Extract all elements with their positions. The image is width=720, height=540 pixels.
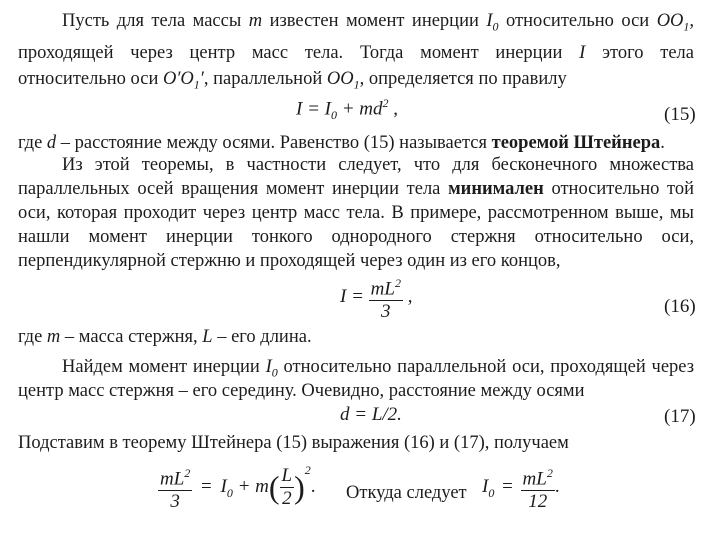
final-equation: $\frac{mL^2}{3}$ = $I_0 + m$( $\frac{L}{2}$ )$^2$. [160, 463, 316, 513]
p5-line: Подставим в теорему Штейнера (15) выражения (16) и (17), получаем [18, 433, 569, 453]
equation-16-fraction: $\frac{mL^2}{3}$ [369, 272, 403, 323]
p2-line4: оси, которая проходит через центр масс тела. В примере, рассмотренном выше, мы [18, 203, 694, 223]
p1-line2: проходящей через центр масс тела. Тогда момент инерции I этого тела [18, 43, 695, 63]
p2-line3: параллельных осей вращения момент инерции тела минимален относительно той [18, 179, 695, 199]
p2-line6: перпендикулярной стержню и проходящей через один из его концов, [18, 251, 561, 271]
p1-line3: относительно оси $O'O_1'$, параллельной $OO_1$, определяется по правилу [18, 69, 567, 92]
p2-line2: Из этой теоремы, в частности следует, что для бесконечного множества [62, 155, 694, 175]
equation-15-number: (15) [664, 104, 696, 125]
p4-line2: центр масс стержня – его середину. Очевидно, расстояние между осями [18, 381, 585, 401]
final-left-fraction: $\frac{mL^2}{3}$ [158, 462, 192, 513]
p4-line1: Найдем момент инерции $I_0$ относительно параллельной оси, проходящей через [62, 357, 695, 380]
p2-line1: где d – расстояние между осями. Равенство (15) называется теоремой Штейнера. [18, 133, 665, 153]
equation-16-number: (16) [664, 296, 696, 317]
final-result-fraction: $\frac{mL^2}{12}$ [521, 462, 555, 513]
final-result: $I_0$ = $\frac{mL^2}{12}$ . [482, 462, 560, 513]
p2-line5: нашли момент инерции тонкого однородного стержня относительно оси, [18, 227, 694, 247]
equation-17: d = L/2. [340, 404, 402, 425]
equation-15: $I = I_0 + md^2$ , [296, 96, 399, 123]
equation-17-number: (17) [664, 406, 696, 427]
final-inner-fraction: $\frac{L}{2}$ [281, 465, 293, 510]
equation-16: I = $\frac{mL^2}{3}$ , [340, 272, 412, 323]
final-from-text: Откуда следует [346, 483, 467, 503]
p1-line1: Пусть для тела массы m известен момент инерции $I_0$ относительно оси $OO_1$, [62, 11, 695, 34]
p3-line: где m – масса стержня, L – его длина. [18, 327, 312, 347]
